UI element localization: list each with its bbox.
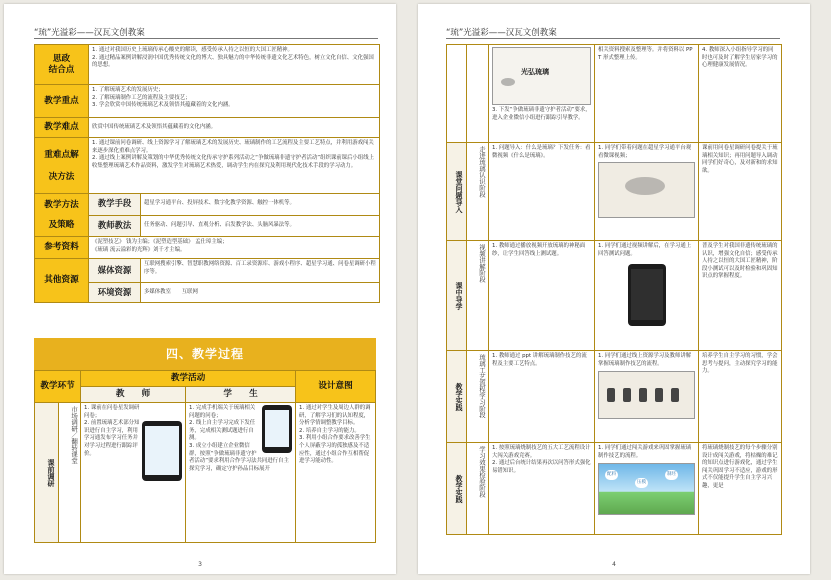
text-media-resources: 互联网搜索引擎、智慧职教网络资源、百工录资源库、游戏小程序、超星学习通、问卷星调研小程序等。 — [141, 259, 380, 283]
stage-pre-class: 课前调研 — [35, 403, 59, 543]
game-map-thumbnail — [598, 463, 695, 515]
process-item — [607, 388, 615, 402]
label-other-resources: 其他资源 — [35, 259, 89, 303]
sub-env-resources: 环境资源 — [89, 283, 141, 303]
check-student-text: 1. 同学们通过闯关游戏来巩固掌握琉璃制作技艺的流程。 — [598, 445, 692, 459]
stage-practice-2: 教学实践 — [447, 443, 467, 535]
text-szjhd: 1. 通过对我国历史上琉璃传承心酸史的解读，感受传承人持之以恒的大国工匠精神。 2. 通过精品案例讲解浸润中国优秀传统文化的博大、独具魅力的中华传统非遗文化艺术特色，树立文化自信、文化强国的思想。 — [89, 45, 380, 85]
craft-student-text: 1. 同学们通过线上资源学习及教师讲解掌握琉璃制作技艺的流程。 — [598, 353, 692, 367]
pre-class-intent: 1. 通过对学生及周边人群的调研，了解学习们的认知程度，分析学情调整教学目标。 2. 培养自主学习的能力。 3. 利用小组合作要求改善学生个人屏蔽学习的孤独感及不适应性，通过小组合作互相帮促进学习能动性。 — [296, 403, 376, 543]
section-title: 四、教学过程 — [34, 338, 376, 370]
ink-brush — [625, 177, 665, 195]
craft-intent: 培养学生自主学习的习惯，学会思考与提问，主动探究学习的能力。 — [699, 351, 782, 443]
stage-intro: 课堂问题导入 — [447, 143, 467, 241]
game-stage-label: 配料 — [605, 470, 618, 480]
sub-teaching-means: 教学手段 — [89, 194, 141, 216]
craft-student — [595, 351, 699, 443]
substage-guided: 视频讲解阶段 — [467, 241, 489, 351]
intro-student-text: 1. 同学们带着问题在超星学习通平台观看微课视频； — [598, 145, 692, 159]
page-number: 4 — [612, 561, 616, 568]
text-teaching-means: 超星学习通平台、投屏技术、数字化教学资源、触控一体机等。 — [141, 194, 380, 216]
micro-lesson-video-thumbnail — [598, 162, 695, 218]
guided-student-text: 1. 同学们通过视频讲解后，在学习通上回答测试问题。 — [598, 243, 692, 257]
label-difficulty: 教学难点 — [35, 118, 89, 138]
label-szjhd: 思政 结合点 — [35, 45, 89, 85]
header-teacher: 教 师 — [81, 387, 186, 403]
pre-class-student — [186, 403, 296, 543]
process-item — [671, 388, 679, 402]
intro-intent: 课前用问卷星调研问卷提关于琉璃相关知识；再用问题导入调动同学们好奇心，及对新和的求知欲。 — [699, 143, 782, 241]
check-student — [595, 443, 699, 535]
guided-student — [595, 241, 699, 351]
text-key-points: 1. 了解琉璃艺术的发展历史； 2. 了解琉璃制作工艺的流程及主要技艺； 3. 学会欣赏中国传统琉璃艺术及领悟其蕴藏着的文化内涵。 — [89, 85, 380, 118]
text-env-resources: 多媒体教室 互联网 — [141, 283, 380, 303]
text-difficulty: 欣赏中国传统琉璃艺术及领悟其蕴藏着的文化内涵。 — [89, 118, 380, 138]
check-intent: 将琉璃烧制技艺的每个步骤分别设计成闯关游戏，将枯燥的难记的知识点进行游戏化，通过学生闯关巩固学习不适应，游戏的形式不仅能提升学生自主学习兴趣，更是 — [699, 443, 782, 535]
phone-image — [262, 405, 292, 453]
header-activity: 教学活动 — [81, 371, 296, 387]
page-4 — [418, 4, 810, 574]
guided-intent: 普及学生对我国非遗传统琉璃的认识，增强文化自信；感受传承人持之以恒的大国工匠精神，阶段小测试可以及时检验和巩固知识点的掌握程度。 — [699, 241, 782, 351]
craft-teacher: 1. 教师通过 ppt 讲解琉璃制作技艺的流程及主要工艺特点。 — [489, 351, 595, 443]
process-table — [34, 370, 376, 543]
text-references: 《泥塑技艺》 钱为主编；《泥塑造型基础》 孟仕璋主编； 《琉璃 流云溢彩的光辉》刘千才主编。 — [89, 237, 380, 259]
video-title-thumbnail — [492, 47, 591, 105]
process-item — [623, 388, 631, 402]
label-solution: 重难点解 决方法 — [35, 138, 89, 194]
guided-teacher: 1. 教师通过播放视频开放琉璃的神秘面纱，让学生回答线上测试题。 — [489, 241, 595, 351]
header-intent: 设计意图 — [296, 371, 376, 403]
substage-check: 学习效果检验阶段 — [467, 443, 489, 535]
text-teaching-methods: 任务驱动、问题引导、直观分析、启发教学法、头脑风暴法等。 — [141, 215, 380, 237]
intro-student — [595, 143, 699, 241]
cont-intent-text: 4. 教师深入小组指导学习的同时也可及时了解学生居家学习的心理健康发展情况。 — [699, 45, 782, 143]
header-rule — [446, 38, 780, 39]
thumbnail-title: 光弘琉璃 — [521, 67, 549, 76]
substage-pre-class: 市场调研／翻转课堂 — [59, 403, 81, 543]
substage-intro: 走进琉璃认识阶段 — [467, 143, 489, 241]
text-solution: 1. 通过课前问卷调研、线上资源学习了解琉璃艺术的发展历史、琉璃制作的工艺流程及主要工艺特点，并利用游戏闯关来逐步深化重难点学习。 2. 通过线上案例讲解及策划的中华优秀传统文化传承守护系列活动之“争做琉璃非遗守护者活动”组织课前课后小组线上收集整理琉璃艺术作品资料，激发学生对琉璃艺术热爱，调动学生内在探究及利用现代化技术手段的学习动力。 — [89, 138, 380, 194]
header-student: 学 生 — [186, 387, 296, 403]
process-item — [655, 388, 663, 402]
sub-teaching-methods: 教师教法 — [89, 215, 141, 237]
game-stage-label: 压模 — [635, 478, 648, 488]
questionnaire-phone-image — [142, 421, 182, 481]
substage-craft: 琉璃工艺流程学习阶段 — [467, 351, 489, 443]
page-3 — [4, 4, 396, 574]
stage-guided: 课中导学 — [447, 241, 467, 351]
process-item — [639, 388, 647, 402]
stage-practice-1: 教学实践 — [447, 351, 467, 443]
ink-splash — [501, 78, 515, 86]
pre-class-teacher-text: 1. 课前在问卷星发调研问卷； 2. 前置琉璃艺术部分知识进行自主学习，利用学习通发布学习任务并对学习过程进行跟踪评价。 — [84, 405, 140, 457]
cont-teacher-text: 3. 下发“争做琉璃非遗守护者活动”要求，进入企业微信小组进行跟踪引导教学。 — [492, 107, 591, 121]
check-teacher: 1. 按照琉璃烧制技艺的五大工艺流程设计大闯关游戏竞赛。 2. 通过后台统计结果再次以问答形式强化易错知识。 — [489, 443, 595, 535]
page-header: “琉”光溢彩——汉瓦文创教案 — [446, 28, 557, 38]
phone-test-image — [628, 264, 666, 326]
header-rule — [34, 38, 378, 39]
page-header: “琉”光溢彩——汉瓦文创教案 — [34, 28, 145, 38]
process-table-continued — [446, 44, 782, 535]
label-references: 参考资料 — [35, 237, 89, 259]
game-stage-label: 制坯 — [665, 470, 678, 480]
pre-class-student-text: 1. 完成手机端关于琉璃相关问题的问卷； 2. 线上自主学习完成下发任务，完成相关测试题进行自测。 3. 成立小组建立企业微信群，按照“争做琉璃非遗守护者活动”要求利用合作学习法共同进行自主探究学习，确定守护孙品目标展开 — [189, 405, 289, 472]
label-key-points: 教学重点 — [35, 85, 89, 118]
cont-student-text: 相关资料搜索及整理等。并将资料以 PPT 形式整理上传。 — [595, 45, 699, 143]
pre-class-teacher — [81, 403, 186, 543]
cont-teacher-cell — [489, 45, 595, 143]
page-number: 3 — [198, 561, 202, 568]
craft-process-thumbnail — [598, 371, 695, 419]
cont-stage-cell — [447, 45, 467, 143]
sub-media-resources: 媒体资源 — [89, 259, 141, 283]
intro-teacher: 1. 问题导入：什么是琉璃？下发任务：看微视频《什么是琉璃》。 — [489, 143, 595, 241]
header-stage: 教学环节 — [35, 371, 81, 403]
cont-sub-cell — [467, 45, 489, 143]
lesson-info-table — [34, 44, 380, 303]
label-method: 教学方法 及策略 — [35, 194, 89, 237]
